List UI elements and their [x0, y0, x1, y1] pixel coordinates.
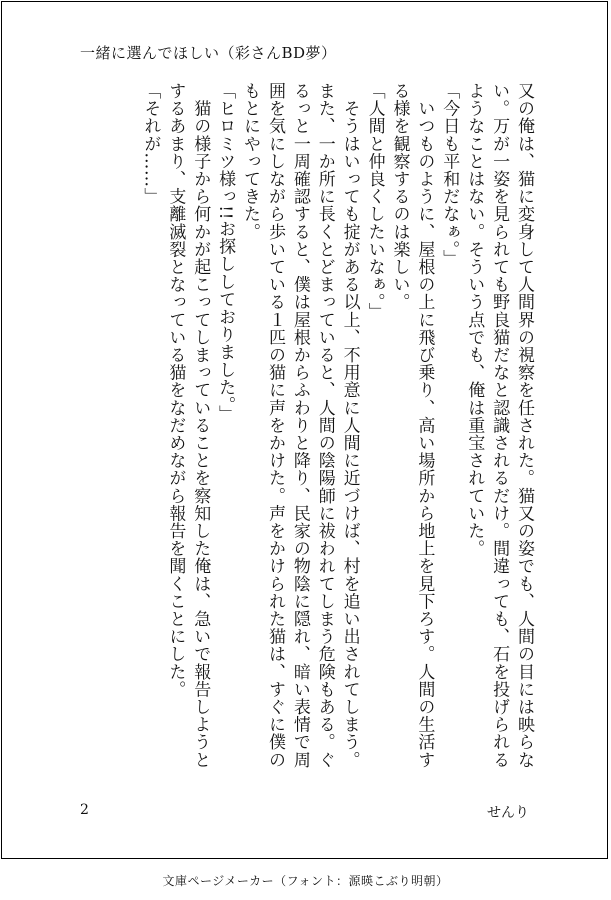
- manuscript-page: [1, 1, 608, 859]
- page-number: 2: [80, 802, 89, 818]
- text-line: るっと一周確認すると、僕は屋根からふわりと降り、民家の物陰に隠れ、暗い表情で周: [289, 82, 310, 769]
- text-line: 「ヒロミツ様っ!!お探ししておりました。」: [215, 82, 236, 423]
- text-line: 又の俺は、猫に変身して人間界の視察を任された。猫又の姿でも、人間の目には映らな: [514, 82, 534, 769]
- text-line: もとにやってきた。: [240, 82, 261, 241]
- text-line: いつものように、屋根の上に飛び乗り、高い場所から地上を見下ろす。人間の生活す: [414, 82, 435, 769]
- author-name: せんり: [487, 805, 529, 821]
- text-line: い。万が一姿を見られても野良猫だなと認識されるだけ。間違っても、石を投げられる: [489, 82, 510, 769]
- text-line: ようなことはない。そういう点でも、俺は重宝されていた。: [464, 82, 485, 558]
- vertical-body-text: [78, 82, 536, 782]
- footer-caption: 文庫ページメーカー（フォント：源暎こぶり明朝）: [162, 874, 449, 888]
- text-line: そうはいっても掟がある以上、不用意に人間に近づけば、村を追い出されてしまう。: [339, 82, 360, 769]
- text-line: するあまり、支離滅裂となっている猫をなだめながら報告を聞くことにした。: [165, 82, 186, 698]
- text-line: る様を観察するのは楽しい。: [389, 82, 410, 311]
- text-line: 「今日も平和だなぁ。」: [439, 82, 460, 268]
- text-line: 囲を気にしながら歩いている１匹の猫に声をかけた。声をかけられた猫は、すぐに僕の: [264, 82, 285, 769]
- page-title: 一緒に選んでほしい（彩さんBD夢）: [80, 44, 337, 62]
- text-line: また、一か所に長くとどまっていると、人間の陰陽師に祓われてしまう危険もある。ぐ: [314, 82, 335, 769]
- text-line: 「それが……」: [140, 82, 161, 206]
- text-line: 「人間と仲良くしたいなぁ。」: [364, 82, 385, 320]
- text-line: 猫の様子から何かが起こってしまっていることを察知した俺は、急いで報告しようと: [190, 82, 211, 769]
